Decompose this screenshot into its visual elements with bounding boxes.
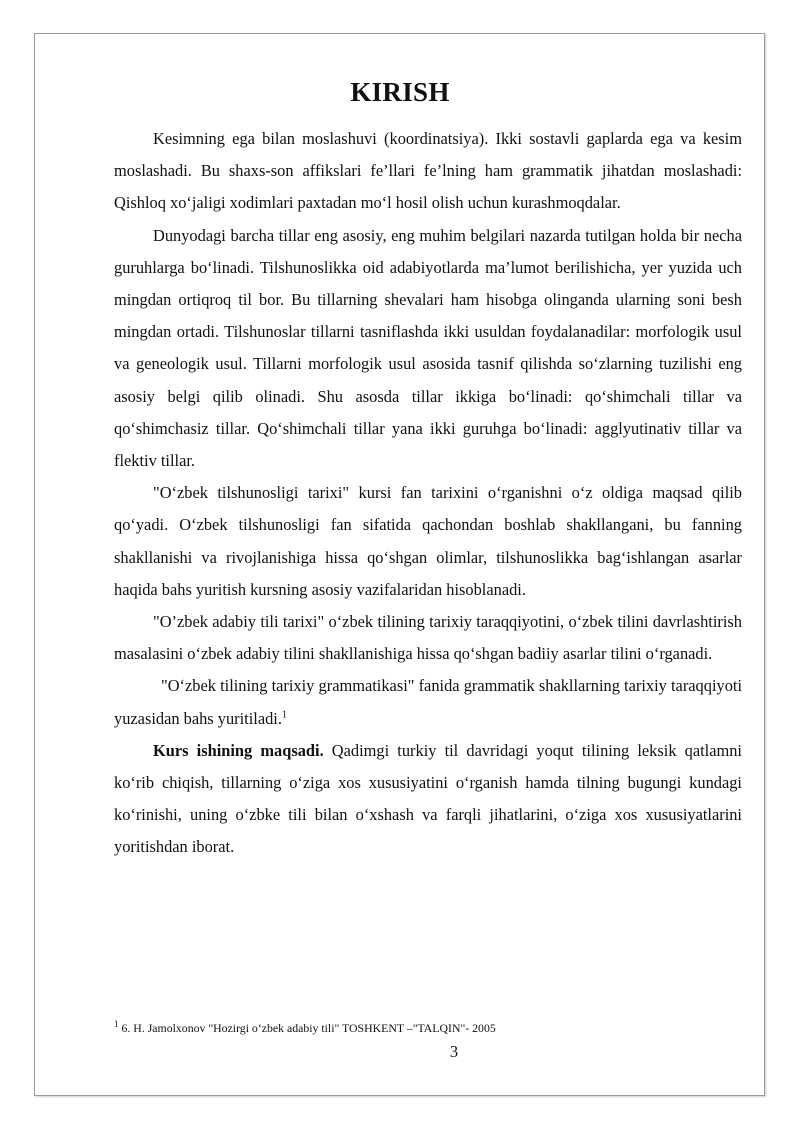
paragraph-1: Kesimning ega bilan moslashuvi (koordinatsiya). Ikki sostavli gaplarda ega va kesim moslashadi. Bu shaxs-son affikslari fe’llari fe’lning ham grammatik jihatdan moslashadi: Qishloq xo‘jaligi xodimlari paxtadan mo‘l hosil olish uchun kurashmoqdalar. xyxy=(114,129,742,213)
paragraph-5 xyxy=(114,670,742,734)
paragraph-purpose xyxy=(114,735,742,864)
footnote-marker: 1 xyxy=(114,1019,119,1029)
body-text xyxy=(114,123,742,864)
paragraph-4: "O’zbek adabiy tili tarixi" o‘zbek tilining tarixiy taraqqiyotini, o‘zbek tilini davrlashtirish masalasini o‘zbek adabiy tilini shakllanishiga hissa qo‘shgan badiiy asarlar tilini o‘rganadi. xyxy=(114,612,742,664)
purpose-text: Qadimgi turkiy til davridagi yoqut tilining leksik qatlamni ko‘rib chiqish, tillarning o‘ziga xos xususiyatini o‘rganish hamda tilning bugungi kundagi ko‘rinishi, uning o‘zbke tili bilan o‘xshash va farqli jihatlarini, o‘ziga xos xususiyatlarini yoritishdan iborat. xyxy=(114,740,742,857)
footnote-reference[interactable]: 1 xyxy=(281,709,287,721)
footnote xyxy=(114,1019,496,1036)
purpose-heading: Kurs ishining maqsadi. xyxy=(153,740,324,760)
paragraph-3: "O‘zbek tilshunosligi tarixi" kursi fan tarixini o‘rganishni o‘z oldiga maqsad qilib qo‘yadi. O‘zbek tilshunosligi fan sifatida qachondan boshlab shakllangani, bu fanning shakllanishi va rivojlanishiga hissa qo‘shgan olimlar, tilshunoslikka bag‘ishlangan asarlar haqida bahs yuritish kursning asosiy vazifalaridan hisoblanadi. xyxy=(114,483,742,599)
page-number: 3 xyxy=(449,1042,459,1061)
footnote-text: 6. H. Jamolxonov "Hozirgi o‘zbek adabiy tili" TOSHKENT –"TALQIN"- 2005 xyxy=(121,1020,496,1035)
page-title: KIRISH xyxy=(350,77,450,107)
paragraph-5-text: "O‘zbek tilining tarixiy grammatikasi" fanida grammatik shakllarning tarixiy taraqqiyoti yuzasidan bahs yuritiladi. xyxy=(114,676,742,728)
paragraph-2: Dunyodagi barcha tillar eng asosiy, eng muhim belgilari nazarda tutilgan holda bir necha guruhlarga bo‘linadi. Tilshunoslikka oid adabiyotlarda ma’lumot berilishicha, yer yuzida uch mingdan ortiqroq til bor. Bu tillarning shevalari ham hisobga olinganda ularning soni besh mingdan ortadi. Tilshunoslar tillarni tasniflashda ikki usuldan foydalanadilar: morfologik usul va geneologik usul. Tillarni morfologik usul asosida tasnif qilishda so‘zlarning tuzilishi eng asosiy belgi qilib olinadi. Shu asosda tillar ikkiga bo‘linadi: qo‘shimchali tillar va qo‘shimchasiz tillar. Qo‘shimchali tillar yana ikki guruhga bo‘linadi: agglyutinativ tillar va flektiv tillar. xyxy=(114,225,742,471)
